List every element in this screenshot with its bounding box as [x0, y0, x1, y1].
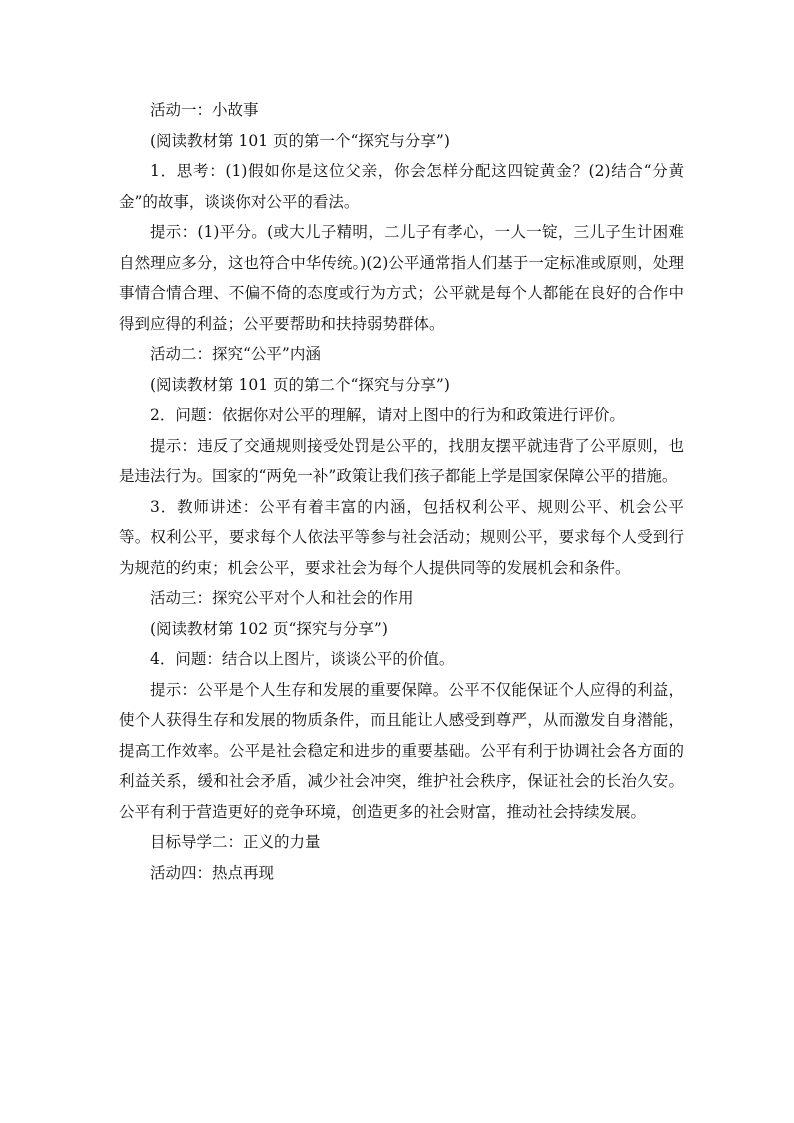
question-paragraph: 4．问题：结合以上图片，谈谈公平的价值。 [150, 650, 455, 668]
reading-note: (阅读教材第 101 页的第二个“探究与分享”) [150, 375, 450, 394]
activity-heading: 活动三：探究公平对个人和社会的作用 [150, 589, 414, 607]
reading-note: (阅读教材第 102 页“探究与分享”) [150, 619, 388, 638]
question-paragraph: 2．问题：依据你对公平的理解，请对上图中的行为和政策进行评价。 [150, 406, 625, 424]
section-heading: 目标导学二：正义的力量 [150, 833, 321, 851]
hint-paragraph: 提示：(1)平分。(或大儿子精明，二儿子有孝心，一人一锭，三儿子生计困难自然理应多分，这也符合中华传统。)(2)公平通常指人们基于一定标准或原则，处理事情合情合理、不偏不倚的态度或行为方式；公平就是每个人都能在良好的合作中得到应得的利益；公平要帮助和扶持弱势群体。 [119, 223, 684, 333]
hint-paragraph: 提示：违反了交通规则接受处罚是公平的，找朋友摆平就违背了公平原则，也是违法行为。国家的“两免一补”政策让我们孩子都能上学是国家保障公平的措施。 [119, 436, 684, 485]
activity-heading: 活动四：热点再现 [150, 863, 275, 882]
document-body [119, 95, 684, 888]
activity-heading: 活动二：探究“公平”内涵 [150, 345, 321, 363]
teacher-lecture-paragraph: 3．教师讲述：公平有着丰富的内涵，包括权利公平、规则公平、机会公平等。权利公平，要求每个人依法平等参与社会活动；规则公平，要求每个人受到行为规范的约束；机会公平，要求社会为每个人提供同等的发展机会和条件。 [119, 497, 684, 577]
question-paragraph: 1．思考：(1)假如你是这位父亲，你会怎样分配这四锭黄金？(2)结合“分黄金”的故事，谈谈你对公平的看法。 [119, 162, 684, 211]
activity-heading: 活动一：小故事 [150, 101, 259, 119]
reading-note: (阅读教材第 101 页的第一个“探究与分享”) [150, 131, 450, 150]
hint-paragraph: 提示：公平是个人生存和发展的重要保障。公平不仅能保证个人应得的利益，使个人获得生存和发展的物质条件，而且能让人感受到尊严，从而激发自身潜能，提高工作效率。公平是社会稳定和进步的重要基础。公平有利于协调社会各方面的利益关系，缓和社会矛盾，减少社会冲突，维护社会秩序，保证社会的长治久安。公平有利于营造更好的竞争环境，创造更多的社会财富，推动社会持续发展。 [119, 680, 684, 821]
